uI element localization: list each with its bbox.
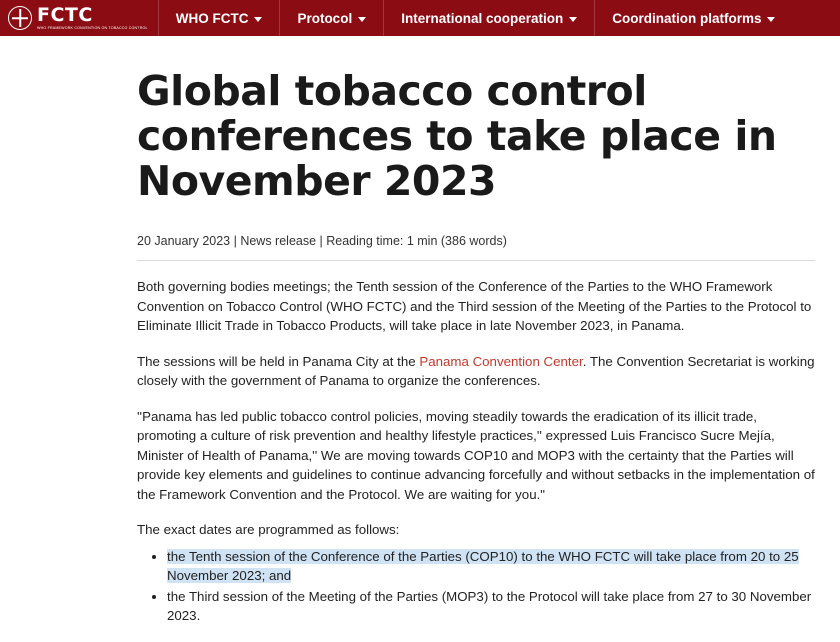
brand-title: FCTC	[37, 3, 93, 26]
article-paragraph-2	[137, 352, 815, 391]
page-title: Global tobacco control conferences to take place in November 2023	[137, 67, 777, 205]
chevron-down-icon	[254, 17, 262, 22]
nav-item-label: International cooperation	[401, 10, 564, 26]
article-meta: 20 January 2023 | News release | Reading time: 1 min (386 words)	[137, 234, 815, 261]
brand-subtitle: WHO FRAMEWORK CONVENTION ON TOBACCO CONTROL	[37, 25, 148, 30]
list-item	[167, 547, 815, 586]
article-paragraph-4: The exact dates are programmed as follows:	[137, 522, 400, 537]
nav-item-coordination-platforms[interactable]	[594, 0, 792, 36]
brand-text	[37, 3, 148, 31]
nav-item-label: WHO FCTC	[175, 10, 249, 26]
article-paragraph-3: ''Panama has led public tobacco control policies, moving steadily towards the eradication of its illicit trade, promoting a culture of risk prevention and healthy lifestyle practices,'' expressed Luis Francisco Sucre Mejía, Minister of Health of Panama,'' We are moving towards COP10 and MOP3 with the certainty that the Parties will provide key elements and guidelines to continue advancing forcefully and without setbacks in the implementation of the Framework Convention and the Protocol. We are waiting for you."	[137, 408, 815, 502]
paragraph-2-before-link: The sessions will be held in Panama City at the	[137, 353, 420, 369]
who-globe-icon	[8, 6, 32, 30]
nav-item-who-fctc[interactable]	[158, 0, 280, 36]
site-brand[interactable]	[0, 0, 158, 36]
panama-convention-center-link[interactable]: Panama Convention Center	[419, 353, 583, 369]
nav-item-international-cooperation[interactable]	[383, 0, 594, 36]
top-navigation-bar	[0, 0, 840, 36]
chevron-down-icon	[358, 17, 366, 22]
list-item-text-highlighted: the Tenth session of the Conference of the Parties (COP10) to the WHO FCTC will take place from 20 to 25 November 2023; and	[167, 548, 799, 583]
article-paragraph-1: Both governing bodies meetings; the Tenth session of the Conference of the Parties to the WHO Framework Convention on Tobacco Control (WHO FCTC) and the Third session of the Meeting of the Parties to the Protocol to Eliminate Illicit Trade in Tobacco Products, will take place in late November 2023, in Panama.	[137, 279, 812, 333]
nav-items	[158, 0, 840, 36]
paragraph-2-after-link: . The Convention Secretariat is working closely with the government of Panama to organize the conferences.	[137, 353, 815, 388]
nav-item-label: Protocol	[297, 10, 353, 26]
session-dates-list	[137, 547, 815, 626]
chevron-down-icon	[767, 17, 775, 22]
article-content	[0, 69, 840, 626]
nav-item-protocol[interactable]	[279, 0, 383, 36]
list-item: • the Third session of the Meeting of the Parties (MOP3) to the Protocol will take place from 27 to 30 November 2023.	[167, 587, 815, 626]
nav-item-label: Coordination platforms	[612, 10, 762, 26]
chevron-down-icon	[569, 17, 577, 22]
